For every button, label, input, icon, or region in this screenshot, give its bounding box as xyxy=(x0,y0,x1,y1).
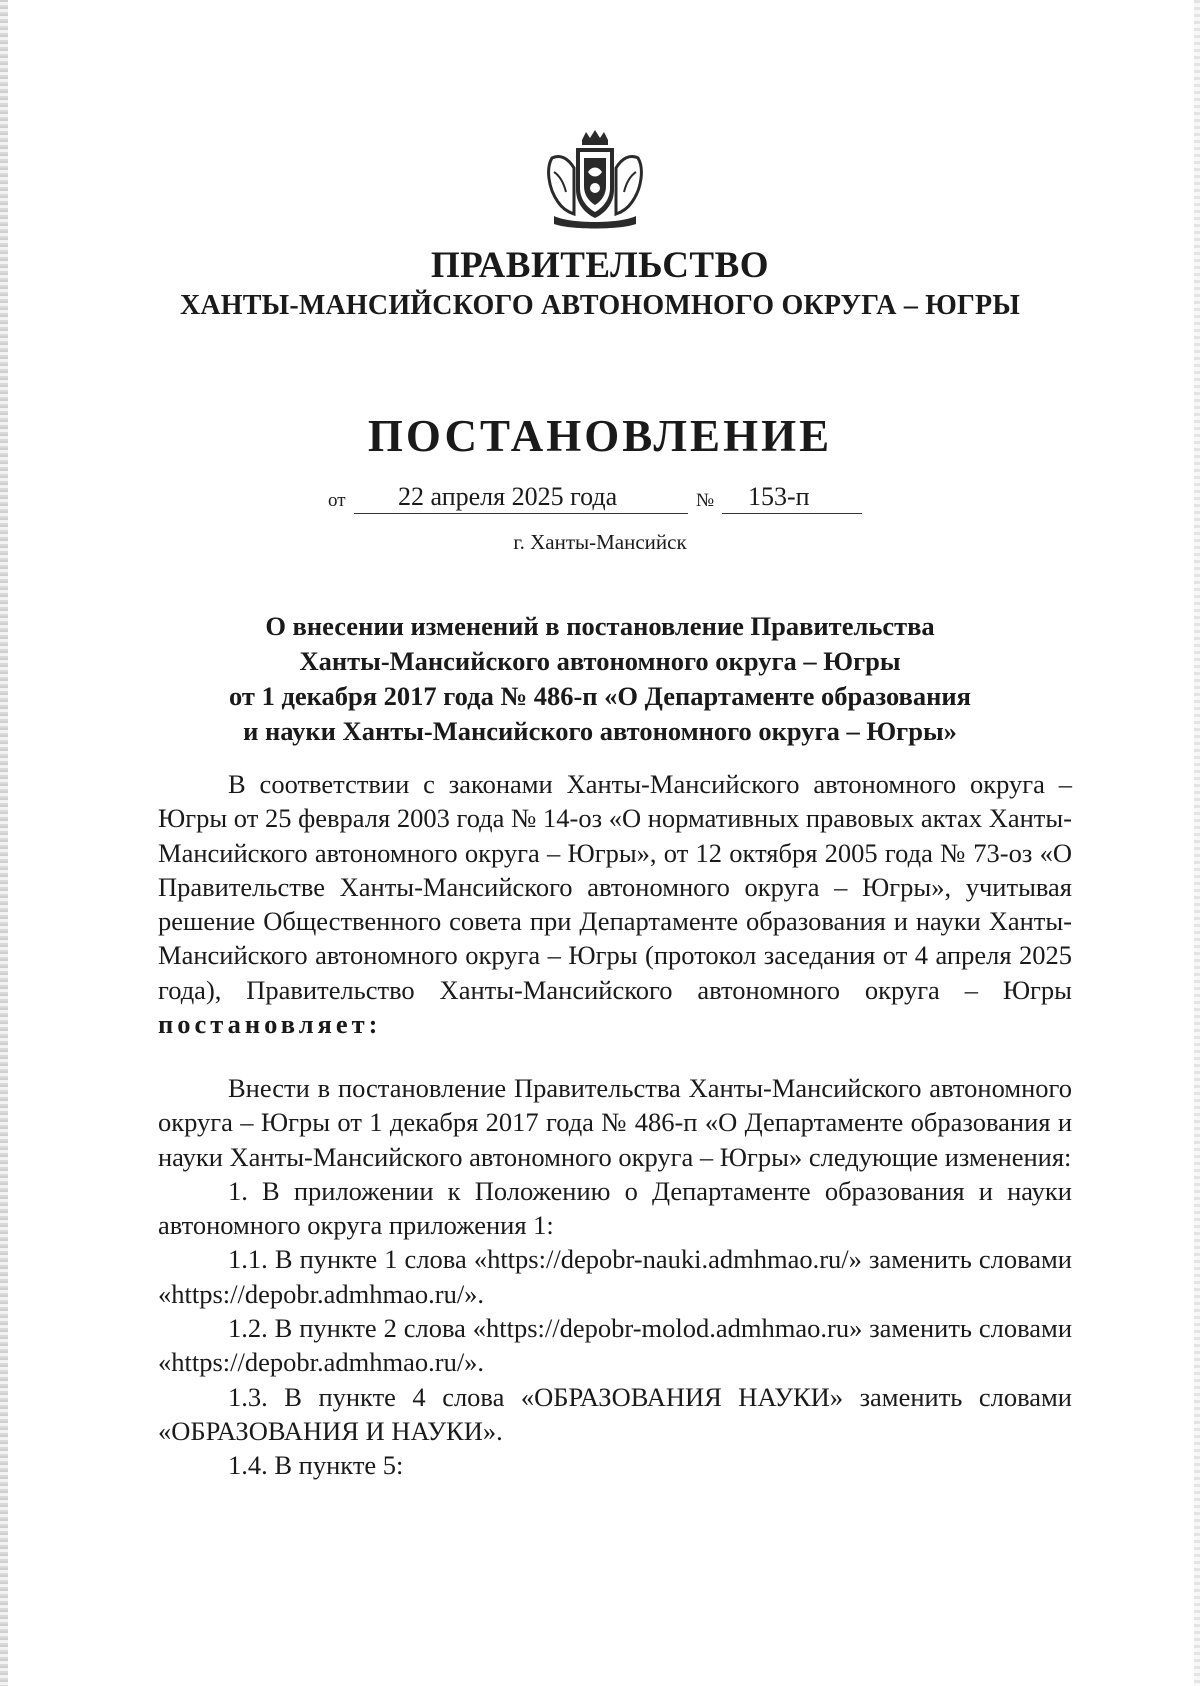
heading-line: Ханты-Мансийского автономного округа – Югры xyxy=(299,646,901,676)
document-heading xyxy=(150,609,1050,749)
coat-of-arms-emblem xyxy=(540,128,650,232)
date-label: от xyxy=(328,490,346,511)
main-body xyxy=(158,1071,1072,1483)
item-1-4: 1.4. В пункте 5: xyxy=(228,1450,404,1481)
item-1-3: 1.3. В пункте 4 слова «ОБРАЗОВАНИЯ НАУКИ» заменить словами «ОБРАЗОВАНИЯ И НАУКИ». xyxy=(158,1381,1072,1446)
document-number: 153-п xyxy=(748,482,810,511)
document-date: 22 апреля 2025 года xyxy=(398,482,618,511)
item-1-1: 1.1. В пункте 1 слова «https://depobr-nauki.admhmao.ru/» заменить словами «https://depobr.admhmao.ru/». xyxy=(158,1244,1072,1309)
government-title: ПРАВИТЕЛЬСТВО xyxy=(430,245,770,286)
number-underline xyxy=(722,513,862,514)
region-title: ХАНТЫ-МАНСИЙСКОГО АВТОНОМНОГО ОКРУГА – ЮГРЫ xyxy=(179,290,1021,321)
date-number-line xyxy=(328,480,868,514)
decree-word: постановляет: xyxy=(158,1009,382,1040)
preamble-text: В соответствии с законами Ханты-Мансийского автономного округа – Югры от 25 февраля 2003 года № 14-оз «О нормативных правовых актах Ханты-Мансийского автономного округа – Югры», от 12 октября 2005 года № 73-оз «О Правительстве Ханты-Мансийского автономного округа – Югры», учитывая решение Общественного совета при Департаменте образования и науки Ханты-Мансийского автономного округа – Югры (протокол заседания от 4 апреля 2025 года), Правительство Ханты-Мансийского автономного округа – Югры xyxy=(158,769,1072,1005)
heading-line: О внесении изменений в постановление Правительства xyxy=(265,611,935,641)
heading-line: от 1 декабря 2017 года № 486-п «О Департаменте образования xyxy=(229,681,971,711)
date-underline xyxy=(354,513,688,514)
document-type-title: ПОСТАНОВЛЕНИЕ xyxy=(367,411,833,461)
intro-paragraph: Внести в постановление Правительства Ханты-Мансийского автономного округа – Югры от 1 декабря 2017 года № 486-п «О Департаменте образования и науки Ханты-Мансийского автономного округа – Югры» следующие изменения: xyxy=(158,1073,1072,1172)
preamble-paragraph xyxy=(158,767,1072,1041)
heading-line: и науки Ханты-Мансийского автономного округа – Югры» xyxy=(243,716,957,746)
item-1: 1. В приложении к Положению о Департаменте образования и науки автономного округа приложения 1: xyxy=(158,1175,1072,1241)
item-1-2: 1.2. В пункте 2 слова «https://depobr-molod.admhmao.ru» заменить словами «https://depobr.admhmao.ru/». xyxy=(158,1313,1072,1378)
city: г. Ханты-Мансийск xyxy=(513,530,687,554)
number-label: № xyxy=(696,490,715,511)
